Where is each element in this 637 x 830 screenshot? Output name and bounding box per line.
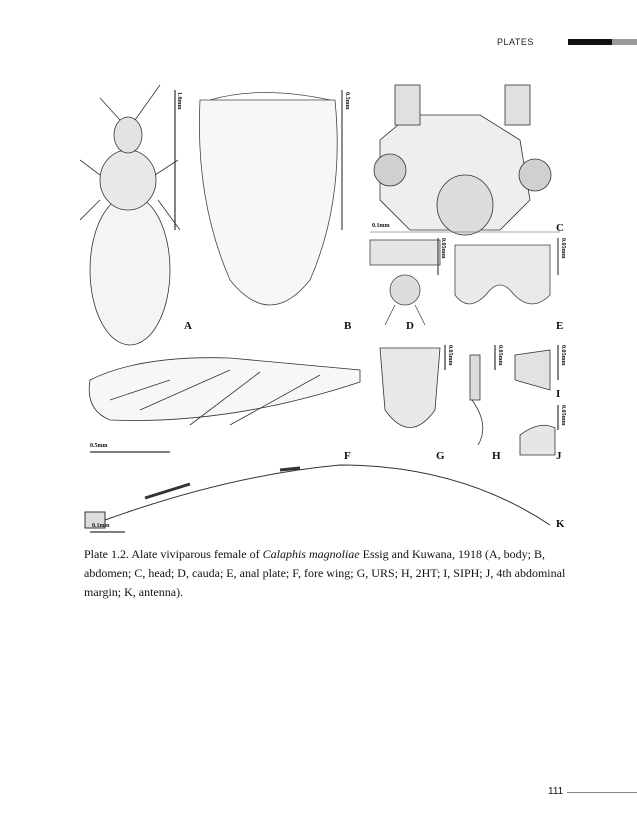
panel-j-abdominal-margin-drawing <box>520 405 558 455</box>
panel-label: B <box>344 320 352 332</box>
panel-label: K <box>556 518 565 530</box>
panel-e-anal-plate-drawing <box>455 238 558 304</box>
page-number: 111 <box>548 786 564 797</box>
panel-label: D <box>406 320 414 332</box>
panel-a-body-drawing <box>80 85 180 345</box>
panel-label: I <box>556 388 561 400</box>
panel-label: A <box>184 320 192 332</box>
figure-plate <box>80 80 580 535</box>
scale-bar-label-a: 1.0mm <box>176 92 182 110</box>
panel-label: H <box>492 450 501 462</box>
scale-bar-label-g: 0.05mm <box>447 345 453 366</box>
plate-caption <box>84 545 584 602</box>
panel-g-urs-drawing <box>380 345 445 428</box>
footer-rule <box>567 792 637 793</box>
plate-illustrations <box>80 80 580 535</box>
panel-d-cauda-drawing <box>370 238 440 325</box>
panel-label: E <box>556 320 564 332</box>
panel-label: J <box>556 450 562 462</box>
scale-bar-label-b: 0.5mm <box>344 92 350 110</box>
header-section-label: PLATES <box>497 37 534 47</box>
panel-label: G <box>436 450 445 462</box>
scale-bar-label-e: 0.05mm <box>560 238 566 259</box>
header-bar <box>568 39 612 45</box>
scale-bar-label-d: 0.05mm <box>440 238 446 259</box>
panel-i-siph-drawing <box>515 345 558 390</box>
panel-c-head-drawing <box>374 85 551 235</box>
panel-label: F <box>344 450 351 462</box>
panel-b-abdomen-drawing <box>199 90 342 305</box>
scale-bar-label-h: 0.05mm <box>497 345 503 366</box>
panel-k-antenna-drawing <box>85 465 550 532</box>
header-bar-accent <box>612 39 637 45</box>
panel-label: C <box>556 222 564 234</box>
scale-bar-label-f: 0.5mm <box>90 443 108 449</box>
caption-prefix: Plate 1.2. Alate viviparous female of <box>84 547 263 561</box>
panel-h-2ht-drawing <box>470 345 495 445</box>
scale-bar-label-i: 0.05mm <box>560 345 566 366</box>
caption-species-name: Calaphis magnoliae <box>262 547 360 561</box>
scale-bar-label-j: 0.05mm <box>560 405 566 426</box>
panel-f-fore-wing-drawing <box>89 358 360 452</box>
scale-bar-label-k: 0.1mm <box>92 523 110 529</box>
caption-suffix: Essig and Kuwana, 1918 (A, body; B, abdomen; C, head; D, cauda; E, anal plate; F, fore wing; G, URS; H, 2HT; I, SIPH; J, 4th abdominal margin; K, antenna). <box>84 547 566 599</box>
scale-bar-label-c: 0.1mm <box>372 223 390 229</box>
